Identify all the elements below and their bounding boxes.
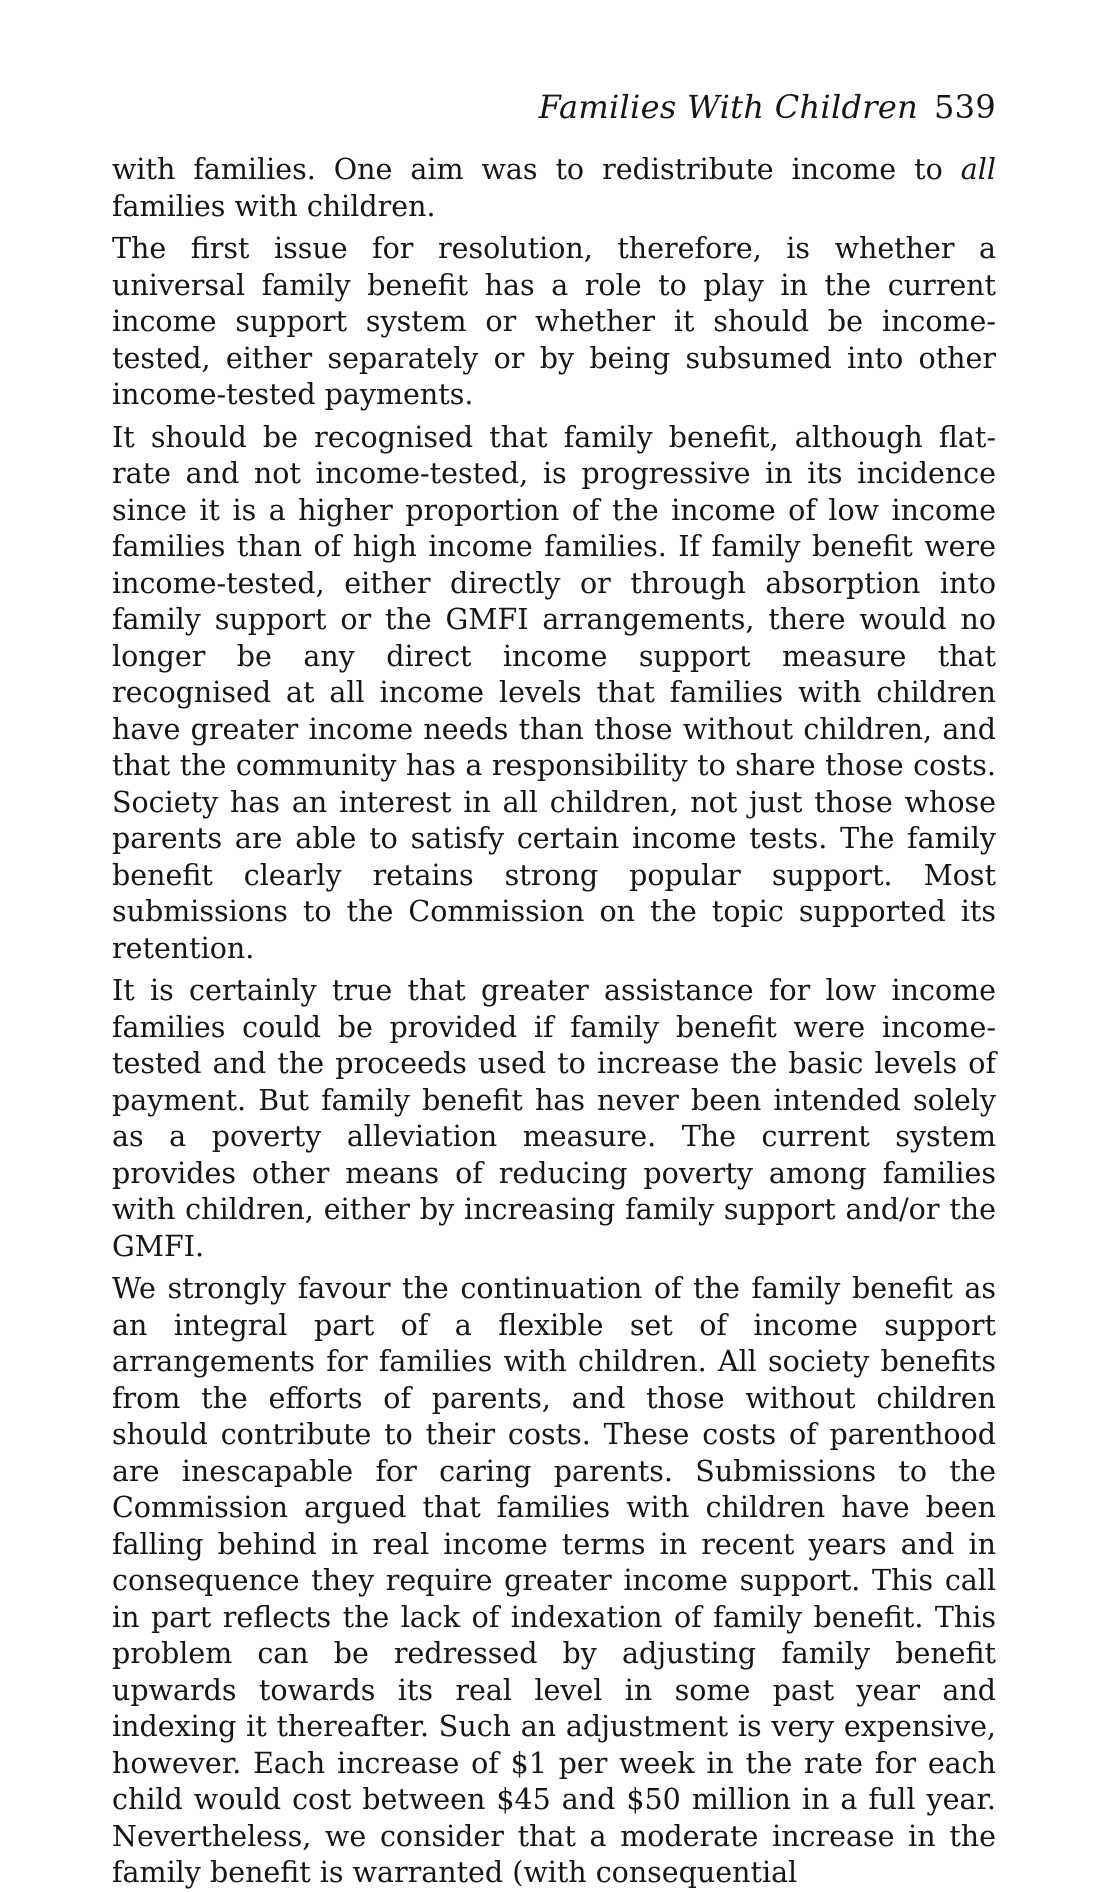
paragraph-4: It is certainly true that greater assistance for low income families could be provided if family benefit were income-tested and the proceeds used to increase the basic levels of payment. But family benefit has never been intended solely as a poverty alleviation measure. The current system provides other means of reducing poverty among families with children, either by increasing family support and/or the GMFI. <box>112 974 996 1263</box>
chapter-title: Families With Children <box>538 88 919 126</box>
page-number: 539 <box>934 88 996 126</box>
paragraph-1-end: families with children. <box>112 189 436 223</box>
paragraph-1-start: with families. One aim was to redistribute income to <box>112 153 961 186</box>
body-text <box>112 152 996 1892</box>
paragraph-3: It should be recognised that family benefit, although flat-rate and not income-tested, is progressive in its incidence since it is a higher proportion of the income of low income families than of high income families. If family benefit were income-tested, either directly or through absorption into family support or the GMFI arrangements, there would no longer be any direct income support measure that recognised at all income levels that families with children have greater income needs than those without children, and that the community has a responsibility to share those costs. Society has an interest in all children, not just those whose parents are able to satisfy certain income tests. The family benefit clearly retains strong popular support. Most submissions to the Commission on the topic supported its retention. <box>112 420 996 965</box>
paragraph-2: The first issue for resolution, therefore, is whether a universal family benefit has a role to play in the current income support system or whether it should be income-tested, either separately or by being subsumed into other income-tested payments. <box>112 232 996 411</box>
paragraph-5: We strongly favour the continuation of the family benefit as an integral part of a flexible set of income support arrangements for families with children. All society benefits from the efforts of parents, and those without children should contribute to their costs. These costs of parenthood are inescapable for caring parents. Submissions to the Commission argued that families with children have been falling behind in real income terms in recent years and in consequence they require greater income support. This call in part reflects the lack of indexation of family benefit. This problem can be redressed by adjusting family benefit upwards towards its real level in some past year and indexing it thereafter. Such an adjustment is very expensive, however. Each increase of $1 per week in the rate for each child would cost between $45 and $50 million in a full year. Nevertheless, we consider that a moderate increase in the family benefit is warranted (with consequential <box>112 1272 996 1889</box>
paragraph-1 <box>112 152 996 225</box>
emphasis-all: all <box>960 153 996 186</box>
running-header <box>539 88 996 126</box>
